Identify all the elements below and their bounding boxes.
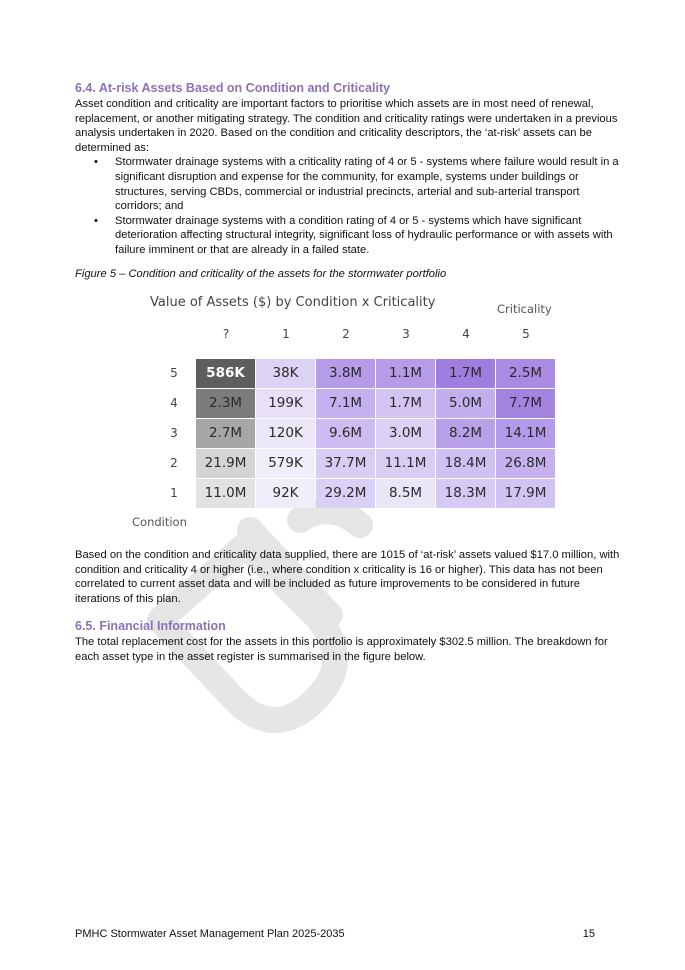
condition-criticality-heatmap: [125, 292, 565, 537]
page-content: [75, 80, 620, 281]
y-tick-label: 1: [170, 486, 178, 500]
y-tick-label: 2: [170, 456, 178, 470]
section-heading-6-4: 6.4. At-risk Assets Based on Condition and Criticality: [75, 81, 391, 95]
heatmap-cell: 38K: [256, 359, 315, 388]
heatmap-cell: 11.0M: [196, 479, 255, 508]
heatmap-cell: 579K: [256, 449, 315, 478]
x-tick-label: 3: [402, 327, 410, 341]
heatmap-cell: 1.7M: [376, 389, 435, 418]
bullet-icon: •: [94, 214, 98, 227]
intro-paragraph: Asset condition and criticality are important factors to prioritise which assets are in most need of renewal, replacement, or another mitigating strategy. The condition and criticality ratings were undertaken in a previous analysis undertaken in 2020. Based on the condition and criticality descriptors, the ‘at-risk’ assets can be determined as:: [75, 98, 618, 154]
heatmap-cell: 2.3M: [196, 389, 255, 418]
heatmap-cell: 29.2M: [316, 479, 375, 508]
heatmap-cell: 3.8M: [316, 359, 375, 388]
page-number: 15: [582, 928, 595, 940]
heatmap-cell: 11.1M: [376, 449, 435, 478]
section-heading-6-5: 6.5. Financial Information: [75, 619, 226, 634]
heatmap-cell: 26.8M: [496, 449, 555, 478]
footer-title: PMHC Stormwater Asset Management Plan 2025-2035: [75, 928, 345, 940]
heatmap-cell: 3.0M: [376, 419, 435, 448]
x-tick-label: ?: [222, 327, 230, 341]
y-tick-label: 4: [170, 396, 178, 410]
heatmap-cell: 120K: [256, 419, 315, 448]
figure-caption: Figure 5 – Condition and criticality of the assets for the stormwater portfolio: [75, 267, 447, 280]
x-tick-label: 5: [522, 327, 530, 341]
y-tick-label: 3: [170, 426, 178, 440]
heatmap-cell: 2.5M: [496, 359, 555, 388]
page-footer: [75, 928, 595, 940]
heatmap-cell: 1.7M: [436, 359, 495, 388]
heatmap-cell: 14.1M: [496, 419, 555, 448]
x-axis-label: Criticality: [497, 302, 552, 316]
at-risk-summary: Based on the condition and criticality data supplied, there are 1015 of ‘at-risk’ assets valued $17.0 million, with condition and criticality 4 or higher (i.e., where condition x criticality is 16 or higher). This data has not been correlated to current asset data and will be included as future improvements to be considered in future iterations of this plan.: [75, 549, 620, 605]
bullet-icon: •: [94, 156, 98, 169]
heatmap-cell: 7.1M: [316, 389, 375, 418]
heatmap-cell: 7.7M: [496, 389, 555, 418]
list-item: • Stormwater drainage systems with a condition rating of 4 or 5 - systems which have significant deterioration affecting structural integrity, significant loss of hydraulic performance or with assets with failure imminent or that are already in a failed state.: [94, 214, 613, 256]
list-item: • Stormwater drainage systems with a criticality rating of 4 or 5 - systems where failure would result in a significant disruption and expense for the community, for example, systems under buildings or structures, serving CBDs, commercial or industrial precincts, arterial and sub-arterial transport corridors; and: [94, 156, 619, 213]
heatmap-cell: 2.7M: [196, 419, 255, 448]
at-risk-criteria-list: [75, 155, 620, 257]
heatmap-cell: 199K: [256, 389, 315, 418]
heatmap-cell: 21.9M: [196, 449, 255, 478]
heatmap-cell: 18.4M: [436, 449, 495, 478]
heatmap-cell: 1.1M: [376, 359, 435, 388]
heatmap-cell: 9.6M: [316, 419, 375, 448]
lower-content: [75, 548, 620, 665]
y-tick-label: 5: [170, 366, 178, 380]
heatmap-cell: 18.3M: [436, 479, 495, 508]
heatmap-cell: 5.0M: [436, 389, 495, 418]
heatmap-cell: 8.2M: [436, 419, 495, 448]
x-tick-label: 2: [342, 327, 350, 341]
financial-paragraph: The total replacement cost for the assets in this portfolio is approximately $302.5 million. The breakdown for each asset type in the asset register is summarised in the figure below.: [75, 636, 608, 663]
heatmap-cell: 8.5M: [376, 479, 435, 508]
x-tick-label: 1: [282, 327, 290, 341]
x-tick-label: 4: [462, 327, 470, 341]
chart-title: Value of Assets ($) by Condition x Criticality: [150, 295, 436, 310]
heatmap-cell: 17.9M: [496, 479, 555, 508]
y-axis-label: Condition: [132, 515, 187, 529]
heatmap-cell: 92K: [256, 479, 315, 508]
heatmap-cell: 586K: [196, 359, 255, 388]
heatmap-cell: 37.7M: [316, 449, 375, 478]
